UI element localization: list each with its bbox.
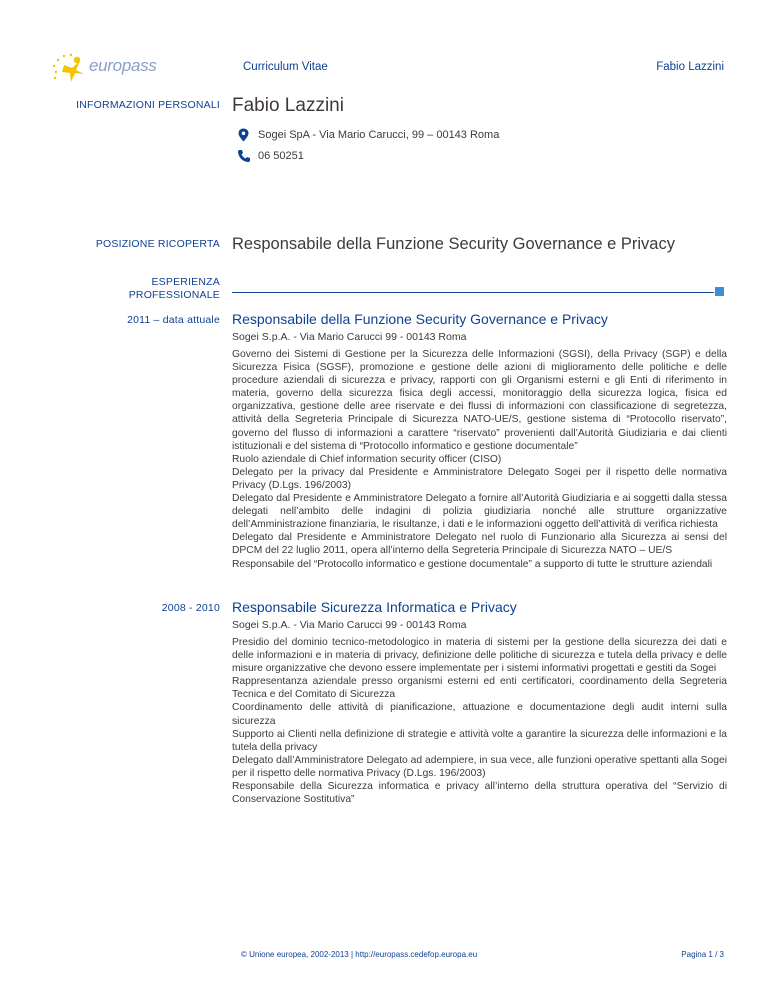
europass-star-figure-icon	[50, 52, 94, 84]
job-description-line: Presidio del dominio tecnico-metodologico in materia di sistemi per la gestione della sicurezza dei dati e delle informazioni e in materia di privacy, definizione delle politiche di sicurezza e tutela della privacy e delle misure organizzative che devono essere implementate per i sistemi informativi progettati e gestiti da Sogei	[232, 637, 727, 675]
section-divider	[232, 292, 714, 293]
job-description-line: Supporto ai Clienti nella definizione di strategie e attività volte a garantire la sicurezza delle informazioni e la tutela della privacy	[232, 728, 727, 753]
position-title: Responsabile della Funzione Security Governance e Privacy	[232, 235, 675, 253]
job-description-line: Ruolo aziendale di Chief information security officer (CISO)	[232, 453, 502, 465]
job-dates: 2008 - 2010	[161, 602, 220, 614]
document-title: Curriculum Vitae	[243, 61, 328, 73]
job-employer: Sogei S.p.A. - Via Mario Carucci 99 - 00143 Roma	[232, 619, 467, 631]
section-label-experience-line1: ESPERIENZA	[151, 276, 220, 288]
phone-icon	[237, 149, 250, 163]
job-description-line: Governo dei Sistemi di Gestione per la Sicurezza delle Informazioni (SGSI), della Privacy (SGP) e della Sicurezza Fisica (SGSF), promozione e gestione delle azioni di miglioramento delle politiche e delle procedure aziendali di sicurezza e privacy, rapporti con gli Organismi esterni e gli Enti di riferimento in materia, governo della sicurezza fisica degli accessi, monitoraggio della sicurezza logica, fisica ed organizzativa, gestione delle aree riservate e dei flussi di informazioni con classificazione di segretezza, attività della Segreteria Principale di Sicurezza NATO-UE/S, gestione sistema di “Protocollo riservato”, governo del flusso di informazioni a carattere “riservato” provenienti dall’Autorità Giudiziaria e dai clienti istituzionali e del sistema di “Protocollo informatico e gestione documentale”	[232, 349, 727, 452]
address-text: Sogei SpA - Via Mario Carucci, 99 – 00143 Roma	[258, 129, 500, 141]
job-description	[232, 348, 727, 571]
section-label-experience	[20, 276, 220, 302]
location-pin-icon	[237, 128, 250, 142]
person-name: Fabio Lazzini	[232, 95, 344, 116]
job-description-line: Responsabile del “Protocollo informatico e gestione documentale” a supporto di tutte le strutture aziendali	[232, 558, 713, 570]
job-title: Responsabile della Funzione Security Governance e Privacy	[232, 311, 608, 327]
europass-logo	[50, 52, 160, 82]
footer-copyright: © Unione europea, 2002-2013 | http://europass.cedefop.europa.eu	[241, 950, 478, 959]
phone-text: 06 50251	[258, 150, 304, 162]
section-label-position: POSIZIONE RICOPERTA	[95, 238, 220, 250]
job-title: Responsabile Sicurezza Informatica e Privacy	[232, 599, 517, 615]
job-description-line: Delegato per la privacy dal Presidente e Amministratore Delegato Sogei per il rispetto delle normativa Privacy (D.Lgs. 196/2003)	[232, 466, 727, 491]
section-divider-square	[715, 287, 724, 296]
europass-logo-text: europass	[89, 56, 157, 75]
job-description-line: Responsabile della Sicurezza informatica e privacy all’interno della struttura operativa del “Servizio di Conservazione Sostitutiva”	[232, 781, 727, 806]
job-description	[232, 636, 727, 806]
job-employer: Sogei S.p.A. - Via Mario Carucci 99 - 00143 Roma	[232, 331, 467, 343]
job-description-line: Delegato dall’Amministratore Delegato ad adempiere, in sua vece, alle funzioni operative spettanti alla Sogei per il rispetto delle normativa Privacy (D.Lgs. 196/2003)	[232, 754, 727, 779]
job-description-line: Rappresentanza aziendale presso organismi esterni ed enti certificatori, coordinamento della Segreteria Tecnica e del Comitato di Sicurezza	[232, 676, 727, 701]
job-description-line: Coordinamento delle attività di pianificazione, attuazione e documentazione degli audit interni sulla sicurezza	[232, 702, 727, 727]
section-label-experience-line2: PROFESSIONALE	[128, 289, 220, 301]
job-description-line: Delegato dal Presidente e Amministratore Delegato nel ruolo di Funzionario alla Sicurezza ai sensi del DPCM del 22 luglio 2011, opera all’interno della Segreteria Principale di Sicurezza NATO – UE/S	[232, 532, 727, 557]
job-dates: 2011 – data attuale	[127, 314, 220, 326]
job-description-line: Delegato dal Presidente e Amministratore Delegato a fornire all’Autorità Giudiziaria e ai soggetti dalla stessa delegati nell’ambito delle indagini di polizia giudiziaria nonché alle strutture organizzative dell’Amministrazione finanziaria, le risultanze, i dati e le informazioni oggetto dell’attività di verifica richiesta	[232, 493, 727, 531]
header-name: Fabio Lazzini	[656, 61, 724, 73]
section-label-personal: INFORMAZIONI PERSONALI	[76, 99, 220, 111]
footer-page-number: Pagina 1 / 3	[681, 950, 724, 959]
